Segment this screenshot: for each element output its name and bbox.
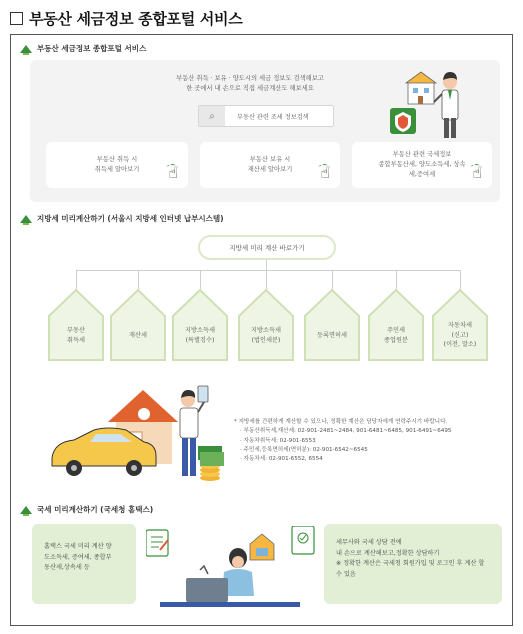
local-tax-notes [234, 418, 504, 464]
tax-local-income-corporate-button[interactable] [237, 288, 295, 362]
house-shape-icon [367, 288, 425, 362]
house-shape-icon [171, 288, 229, 362]
search-icon: ⌕ [199, 106, 225, 126]
connector-line [76, 270, 77, 290]
pointer-hand-icon: ☝ [472, 163, 482, 182]
tax-label: 주민세 [387, 327, 405, 334]
tax-label: (법인세분) [251, 336, 281, 344]
checkbox-icon [10, 12, 23, 25]
section3-heading-text: 국세 미리계산하기 (국세청 홈택스) [37, 505, 154, 514]
page-title [10, 6, 242, 30]
house-shape-icon [237, 288, 295, 362]
tax-property-button[interactable] [109, 288, 167, 362]
page-title-text: 부동산 세금정보 종합포털 서비스 [29, 9, 243, 28]
card-line: 종합부동산세, 양도소득세, 상속 [378, 161, 466, 168]
tax-label: (특별징수) [185, 336, 215, 344]
car-house-illustration [48, 382, 228, 492]
tree-icon [20, 215, 32, 223]
acquisition-tax-card[interactable] [46, 142, 188, 188]
connector-line [76, 270, 461, 271]
card-line: 동산세,상속세 등 [44, 564, 90, 571]
card-line: 세무사와 국세 상담 전에 [336, 539, 402, 546]
house-shape-icon [303, 288, 361, 362]
section2-heading [20, 213, 224, 224]
tax-label: 재산세 [129, 332, 147, 339]
hometax-calc-card[interactable] [32, 524, 136, 604]
tax-vehicle-button[interactable] [431, 288, 489, 362]
tax-label: 자동차세 [448, 322, 472, 329]
card-line: 부동산 취득 시 [96, 156, 138, 163]
root-label: 지방세 미리 계산 바로가기 [229, 244, 305, 252]
note-line: · 부동산취득세,재산세: 02-901-2481~2484, 901-6481~6485, 901-6491~6495 [240, 428, 452, 435]
tax-label: 부동산 [67, 327, 85, 334]
property-tax-card[interactable] [200, 142, 340, 188]
laptop-user-illustration [146, 526, 316, 610]
note-line: · 자동차취득세: 02-901-6553 [240, 437, 316, 444]
tax-local-income-withholding-button[interactable] [171, 288, 229, 362]
consultant-illustration [386, 60, 478, 142]
card-line: ※ 정확한 계산은 국세청 회원가입 및 로그인 후 계산 할 [336, 560, 485, 567]
tax-acquisition-button[interactable] [47, 288, 105, 362]
note-line: * 지방세를 간편하게 계산할 수 있으나, 정확한 계산은 담당자에게 연락주시기 바랍니다. [234, 419, 448, 425]
portal-intro [150, 74, 350, 94]
national-tax-consult-card[interactable] [324, 524, 502, 604]
card-line: 부동산 보유 시 [249, 156, 291, 163]
card-line: 재산세 알아보기 [247, 166, 293, 173]
connector-line [138, 270, 139, 290]
pointer-hand-icon: ☝ [168, 163, 178, 182]
house-shape-icon [109, 288, 167, 362]
connector-line [460, 270, 461, 290]
connector-line [266, 270, 267, 290]
card-line: 수 있음 [336, 570, 356, 578]
note-line: · 자동차세: 02-901-6552, 6554 [240, 456, 323, 463]
card-line: 도소득세, 증여세, 종합부 [44, 553, 112, 561]
tax-label: 종업원분 [384, 336, 408, 344]
section3-heading [20, 504, 153, 515]
connector-line [266, 260, 267, 270]
tax-resident-employee-button[interactable] [367, 288, 425, 362]
connector-line [396, 270, 397, 290]
card-line: 내 손으로 계산해보고,정확한 상담하기 [336, 549, 440, 557]
tax-label: 지방소득세 [185, 327, 215, 334]
national-tax-card[interactable] [352, 142, 492, 188]
tax-registration-license-button[interactable] [303, 288, 361, 362]
intro-line-2: 한 곳에서 내 손으로 직접 세금계산도 해보세요 [186, 85, 314, 92]
tax-info-search-button[interactable] [198, 105, 334, 127]
card-line: 부동산 관련 국세정보 [392, 151, 452, 158]
pointer-hand-icon: ☝ [320, 163, 330, 182]
tax-label: (이전, 말소) [443, 341, 477, 348]
card-line: 취득세 알아보기 [94, 166, 140, 173]
note-line: · 주민세,등록면허세(면허분): 02-901-6542~6545 [240, 446, 368, 453]
local-tax-calculator-link[interactable] [198, 235, 336, 260]
tax-label: 등록면허세 [317, 332, 347, 339]
house-shape-icon [47, 288, 105, 362]
tree-icon [20, 45, 32, 53]
connector-line [332, 270, 333, 290]
card-line: 세,증여세 [408, 171, 436, 178]
tax-label: 지방소득세 [251, 327, 281, 334]
search-label: 부동산 관련 조세 정보검색 [237, 113, 309, 121]
section2-heading-text: 지방세 미리계산하기 (서울시 지방세 인터넷 납부시스템) [37, 214, 224, 223]
tax-label: (신고) [451, 331, 469, 339]
card-line: 홈택스 국세 미리 계산 양 [44, 543, 112, 550]
intro-line-1: 부동산 취득 · 보유 · 양도시의 세금 정보도 검색해보고 [176, 75, 324, 82]
connector-line [200, 270, 201, 290]
section1-heading [20, 43, 146, 54]
tree-icon [20, 506, 32, 514]
tax-label: 취득세 [67, 336, 85, 344]
section1-heading-text: 부동산 세금정보 종합포털 서비스 [37, 44, 147, 53]
